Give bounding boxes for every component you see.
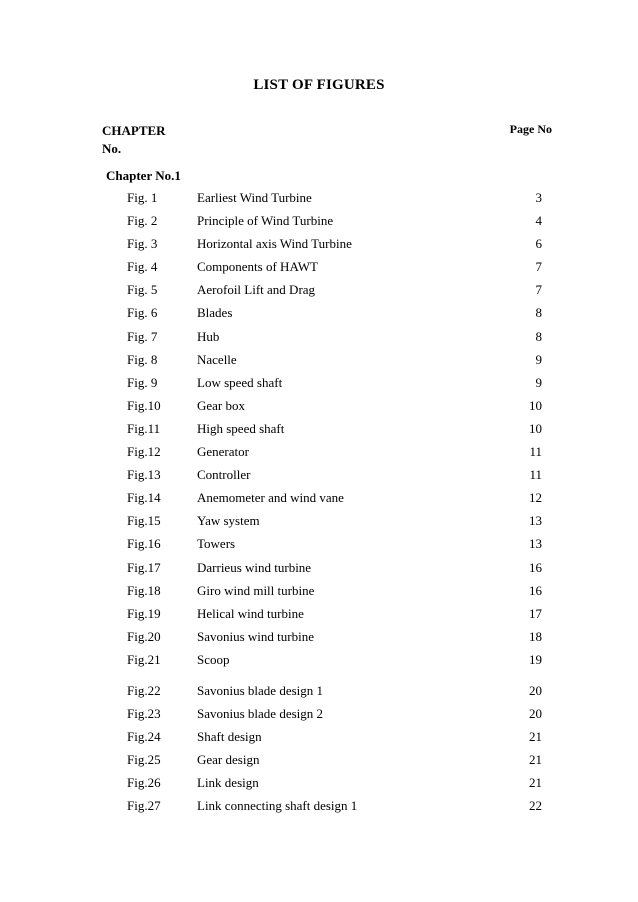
figure-row	[0, 771, 638, 794]
figure-page-number: 11	[529, 444, 542, 460]
figure-page-number: 22	[529, 798, 542, 814]
figure-row	[0, 232, 638, 255]
figure-title: Gear box	[197, 397, 246, 413]
figure-title: High speed shaft	[197, 420, 285, 436]
figure-list	[0, 186, 638, 818]
figure-page-number: 16	[529, 559, 542, 575]
figure-number: Fig. 7	[127, 328, 158, 344]
figure-number: Fig.11	[127, 420, 161, 436]
figure-page-number: 10	[529, 420, 542, 436]
figure-title: Anemometer and wind vane	[197, 490, 344, 506]
figure-title: Low speed shaft	[197, 374, 283, 390]
figure-row	[0, 556, 638, 579]
figure-page-number: 21	[529, 729, 542, 745]
figure-title: Aerofoil Lift and Drag	[197, 282, 316, 298]
figure-title: Blades	[197, 305, 233, 321]
figure-number: Fig. 3	[127, 236, 158, 252]
figure-number: Fig.18	[127, 582, 161, 598]
figure-page-number: 13	[529, 513, 542, 529]
figure-row	[0, 625, 638, 648]
figure-title: Giro wind mill turbine	[197, 582, 315, 598]
figure-number: Fig.27	[127, 798, 161, 814]
figure-page-number: 7	[535, 282, 542, 298]
figure-number: Fig. 6	[127, 305, 158, 321]
figure-row	[0, 532, 638, 555]
figure-page-number: 16	[529, 582, 542, 598]
chapter-column-header-line1: CHAPTER	[102, 123, 166, 138]
figure-page-number: 20	[529, 682, 542, 698]
figure-title: Darrieus wind turbine	[197, 559, 312, 575]
figure-row	[0, 278, 638, 301]
figure-title: Generator	[197, 444, 249, 460]
figure-number: Fig.19	[127, 605, 161, 621]
figure-page-number: 9	[535, 351, 542, 367]
figure-number: Fig. 5	[127, 282, 158, 298]
figure-number: Fig.25	[127, 752, 161, 768]
figure-page-number: 8	[535, 328, 542, 344]
figure-title: Principle of Wind Turbine	[197, 213, 334, 229]
figure-number: Fig.14	[127, 490, 161, 506]
figure-page-number: 8	[535, 305, 542, 321]
figure-page-number: 21	[529, 775, 542, 791]
page-column-header: Page No	[509, 122, 552, 136]
figure-title: Components of HAWT	[197, 259, 318, 275]
figure-page-number: 12	[529, 490, 542, 506]
figure-row	[0, 417, 638, 440]
figure-row	[0, 209, 638, 232]
figure-title: Horizontal axis Wind Turbine	[197, 236, 352, 252]
figure-number: Fig.23	[127, 706, 161, 722]
figure-title: Helical wind turbine	[197, 605, 304, 621]
figure-number: Fig.22	[127, 682, 161, 698]
figure-number: Fig. 9	[127, 374, 158, 390]
figure-number: Fig. 8	[127, 351, 158, 367]
figure-number: Fig.12	[127, 444, 161, 460]
figure-number: Fig.10	[127, 397, 161, 413]
figure-page-number: 11	[529, 467, 542, 483]
figure-row	[0, 648, 638, 671]
figure-number: Fig.24	[127, 729, 161, 745]
figure-row	[0, 509, 638, 532]
figure-number: Fig.17	[127, 559, 161, 575]
chapter-column-header	[102, 122, 166, 158]
figure-row	[0, 371, 638, 394]
figure-number: Fig.16	[127, 536, 161, 552]
figure-row	[0, 301, 638, 324]
figure-row	[0, 579, 638, 602]
figure-title: Towers	[197, 536, 236, 552]
figure-row	[0, 348, 638, 371]
figure-page-number: 19	[529, 651, 542, 667]
figure-row	[0, 325, 638, 348]
figure-row	[0, 725, 638, 748]
figure-page-number: 6	[535, 236, 542, 252]
figure-row	[0, 463, 638, 486]
figure-number: Fig. 4	[127, 259, 158, 275]
figure-row	[0, 440, 638, 463]
figure-row	[0, 255, 638, 278]
figure-page-number: 13	[529, 536, 542, 552]
figure-page-number: 9	[535, 374, 542, 390]
figure-number: Fig.26	[127, 775, 161, 791]
figure-title: Hub	[197, 328, 220, 344]
figure-title: Yaw system	[197, 513, 260, 529]
figure-title: Link design	[197, 775, 259, 791]
figure-row	[0, 602, 638, 625]
figure-title: Earliest Wind Turbine	[197, 190, 312, 205]
figure-title: Gear design	[197, 752, 260, 768]
figure-title: Link connecting shaft design 1	[197, 798, 358, 814]
figure-title: Savonius wind turbine	[197, 628, 314, 644]
figure-number: Fig.15	[127, 513, 161, 529]
figure-page-number: 21	[529, 752, 542, 768]
figure-number: Fig. 1	[127, 190, 158, 205]
chapter-column-header-line2: No.	[102, 141, 122, 156]
figure-page-number: 20	[529, 706, 542, 722]
figure-title: Nacelle	[197, 351, 237, 367]
figure-row	[0, 394, 638, 417]
figure-page-number: 17	[529, 605, 542, 621]
figure-row	[0, 186, 638, 209]
figure-row	[0, 679, 638, 702]
figure-row	[0, 794, 638, 817]
figure-title: Shaft design	[197, 729, 262, 745]
figure-row	[0, 486, 638, 509]
figure-number: Fig.21	[127, 651, 161, 667]
figure-title: Savonius blade design 2	[197, 706, 324, 722]
figure-number: Fig. 2	[127, 213, 158, 229]
figure-page-number: 18	[529, 628, 542, 644]
figure-row	[0, 748, 638, 771]
page-title: LIST OF FIGURES	[253, 77, 385, 93]
figure-page-number: 4	[535, 213, 542, 229]
chapter-heading: Chapter No.1	[106, 168, 181, 183]
figure-page-number: 7	[535, 259, 542, 275]
figure-title: Controller	[197, 467, 251, 483]
figure-page-number: 10	[529, 397, 542, 413]
figure-title: Scoop	[197, 651, 230, 667]
figure-row	[0, 702, 638, 725]
figure-number: Fig.20	[127, 628, 161, 644]
figure-page-number: 3	[535, 190, 542, 205]
figure-number: Fig.13	[127, 467, 161, 483]
figure-title: Savonius blade design 1	[197, 682, 324, 698]
